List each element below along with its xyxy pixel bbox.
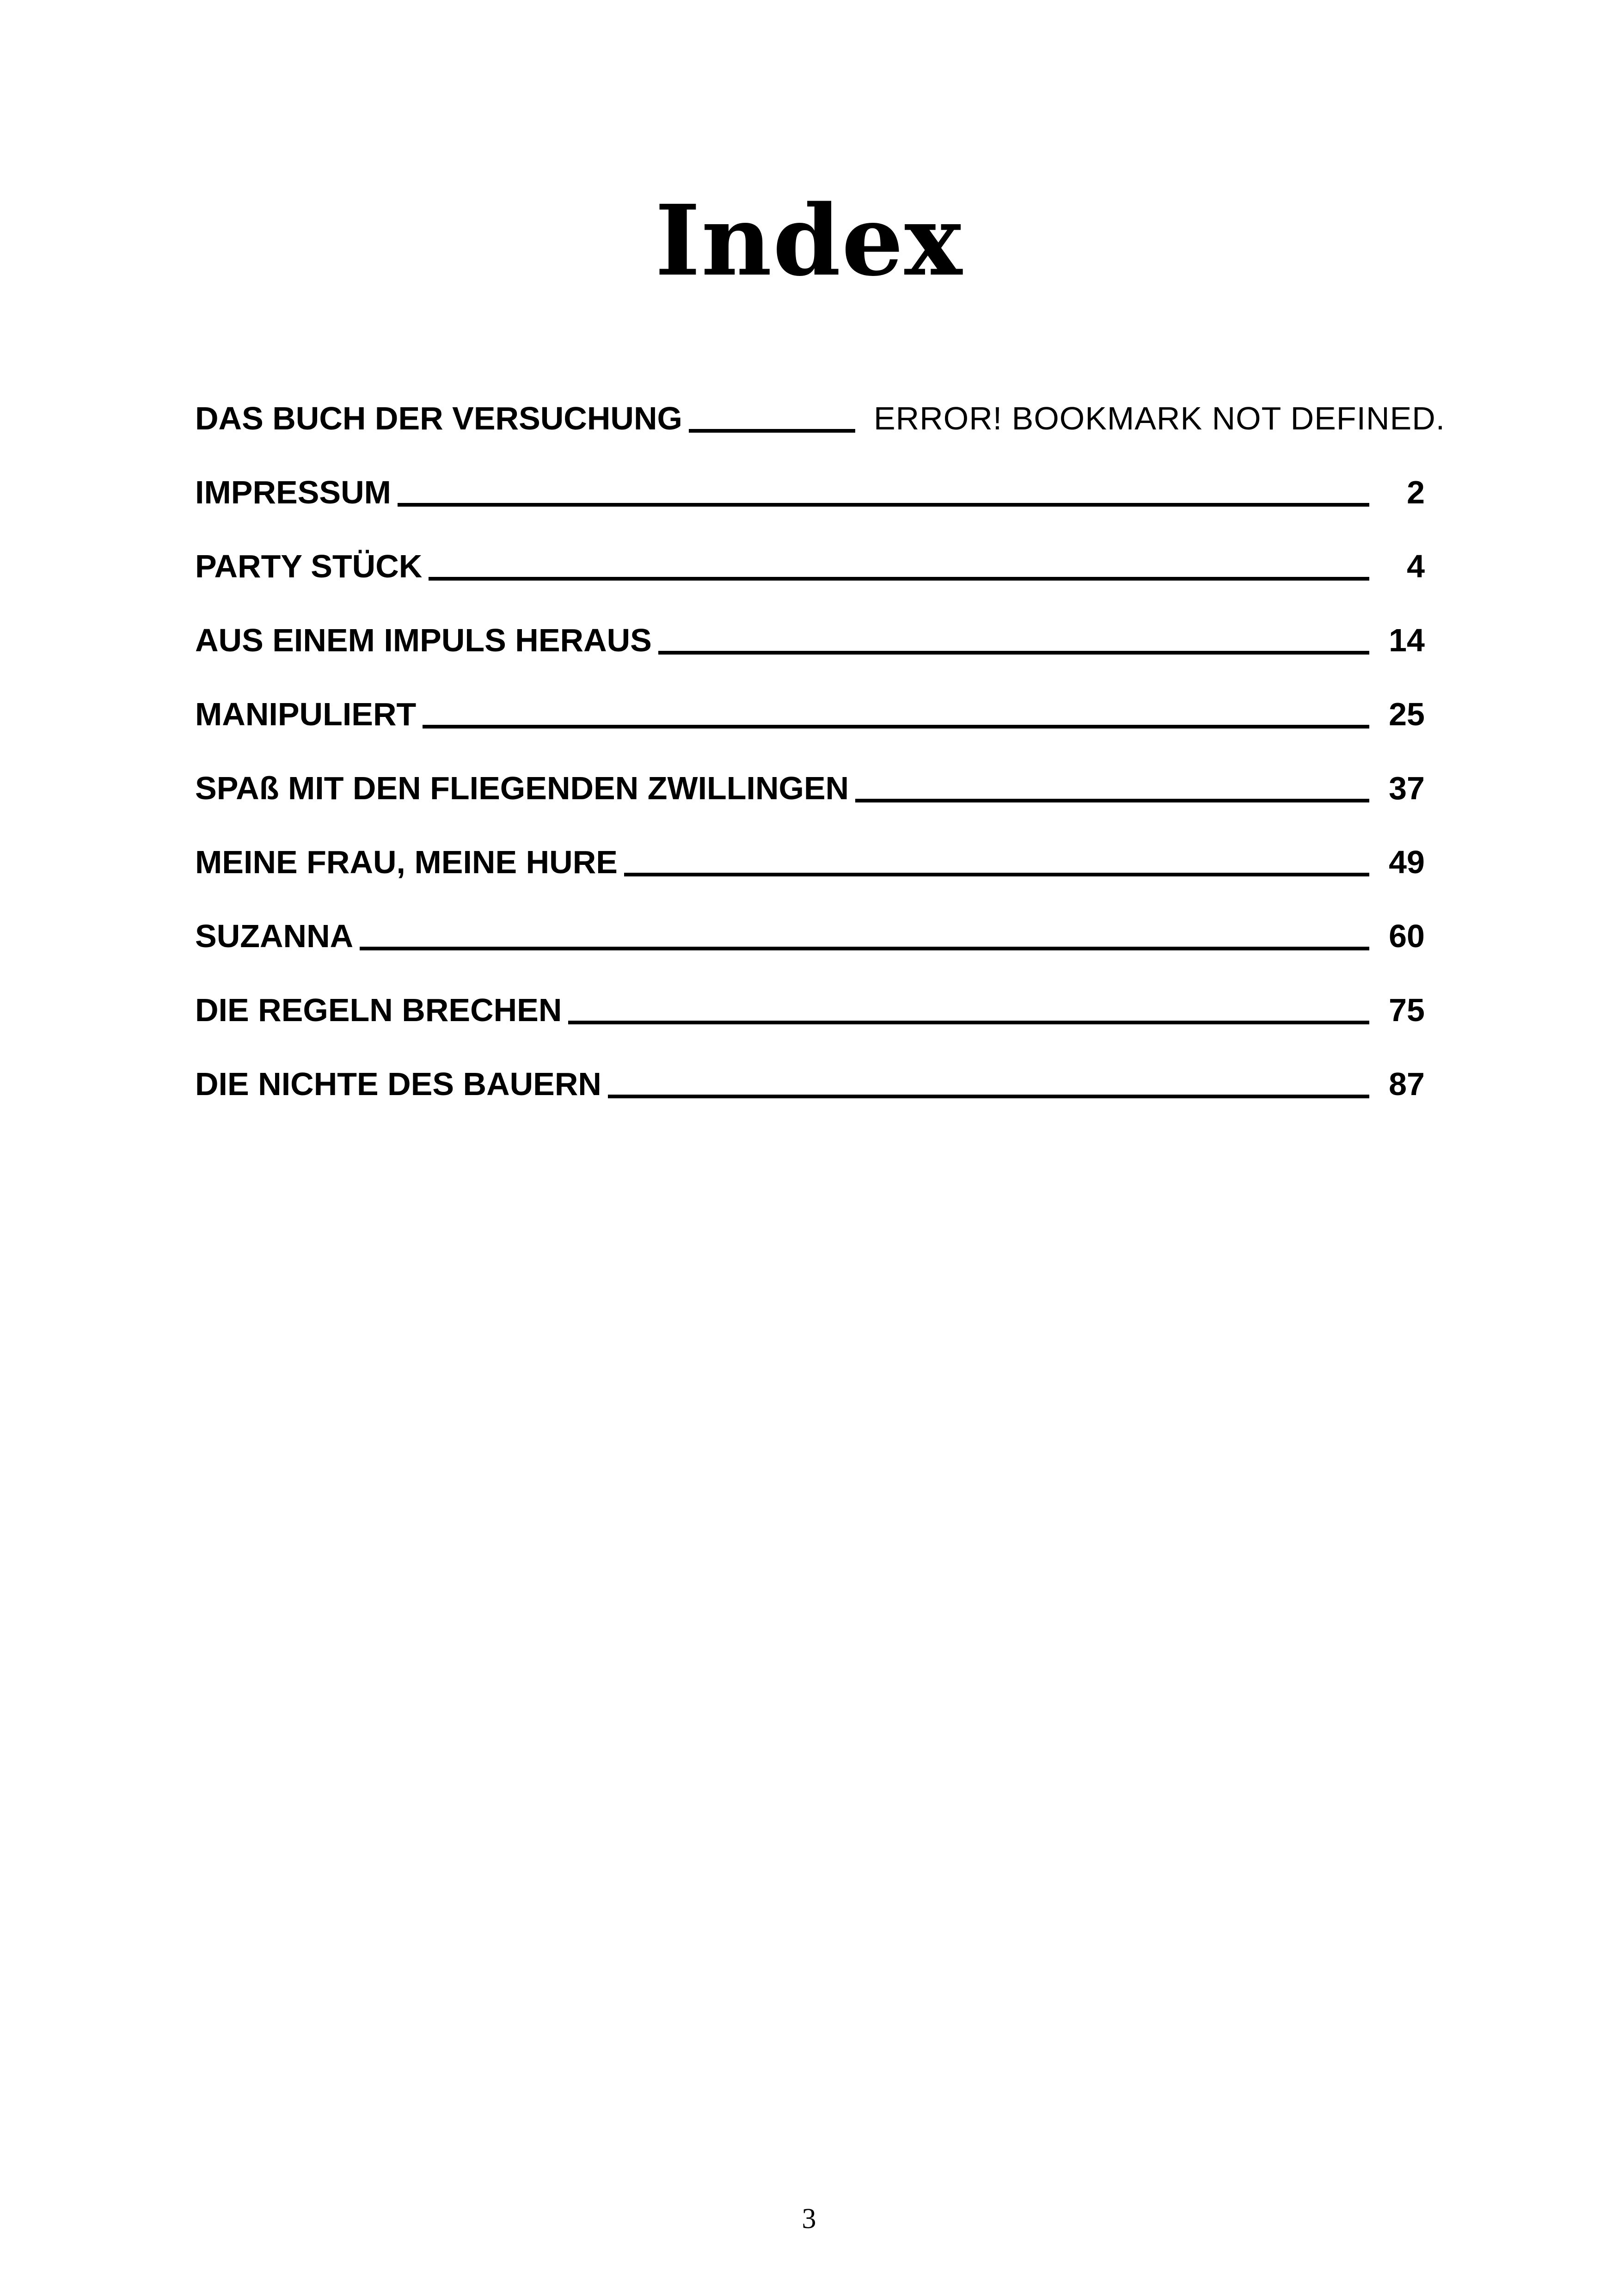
toc-entry[interactable] <box>195 1031 1425 1105</box>
toc-leader-line <box>568 1021 1369 1024</box>
toc-entry-page: 4 <box>1407 548 1425 584</box>
toc-entry[interactable] <box>195 809 1425 883</box>
toc-entry[interactable] <box>195 365 1446 439</box>
toc-entry-page: 49 <box>1389 844 1425 880</box>
toc-entry-label: AUS EINEM IMPULS HERAUS <box>195 622 652 658</box>
toc-entry[interactable] <box>195 513 1425 587</box>
table-of-contents <box>195 365 1446 1105</box>
toc-leader-line <box>423 725 1369 729</box>
toc-leader-line <box>624 873 1369 876</box>
toc-entry[interactable] <box>195 735 1425 809</box>
toc-leader-line <box>360 947 1369 950</box>
toc-entry[interactable] <box>195 661 1425 735</box>
toc-entry-page: 60 <box>1389 918 1425 954</box>
toc-leader-line <box>689 429 855 433</box>
toc-entry[interactable] <box>195 439 1425 513</box>
toc-entry-page: 25 <box>1389 696 1425 732</box>
toc-entry-page: 2 <box>1407 474 1425 510</box>
toc-entry-label: IMPRESSUM <box>195 474 391 510</box>
toc-entry[interactable] <box>195 883 1425 957</box>
toc-entry-page: 87 <box>1389 1066 1425 1102</box>
toc-entry-page: 75 <box>1389 992 1425 1028</box>
toc-leader-line <box>855 799 1369 802</box>
toc-entry-label: MANIPULIERT <box>195 696 417 732</box>
toc-entry-page: ERROR! BOOKMARK NOT DEFINED. <box>873 400 1446 436</box>
toc-entry-label: DIE NICHTE DES BAUERN <box>195 1066 601 1102</box>
toc-entry[interactable] <box>195 587 1425 661</box>
toc-entry-label: DAS BUCH DER VERSUCHUNG <box>195 400 682 436</box>
page-title: Index <box>655 183 963 298</box>
toc-entry-label: SPAß MIT DEN FLIEGENDEN ZWILLINGEN <box>195 770 849 806</box>
page-number: 3 <box>802 2203 816 2235</box>
toc-leader-line <box>398 503 1369 507</box>
toc-leader-line <box>658 651 1369 655</box>
toc-entry-label: DIE REGELN BRECHEN <box>195 992 562 1028</box>
toc-leader-line <box>429 577 1369 581</box>
toc-leader-line <box>608 1095 1369 1098</box>
toc-entry-label: MEINE FRAU, MEINE HURE <box>195 844 618 880</box>
toc-entry-page: 37 <box>1389 770 1425 806</box>
toc-entry[interactable] <box>195 957 1425 1031</box>
toc-entry-label: SUZANNA <box>195 918 354 954</box>
toc-entry-page: 14 <box>1389 622 1425 658</box>
toc-entry-label: PARTY STÜCK <box>195 548 423 584</box>
